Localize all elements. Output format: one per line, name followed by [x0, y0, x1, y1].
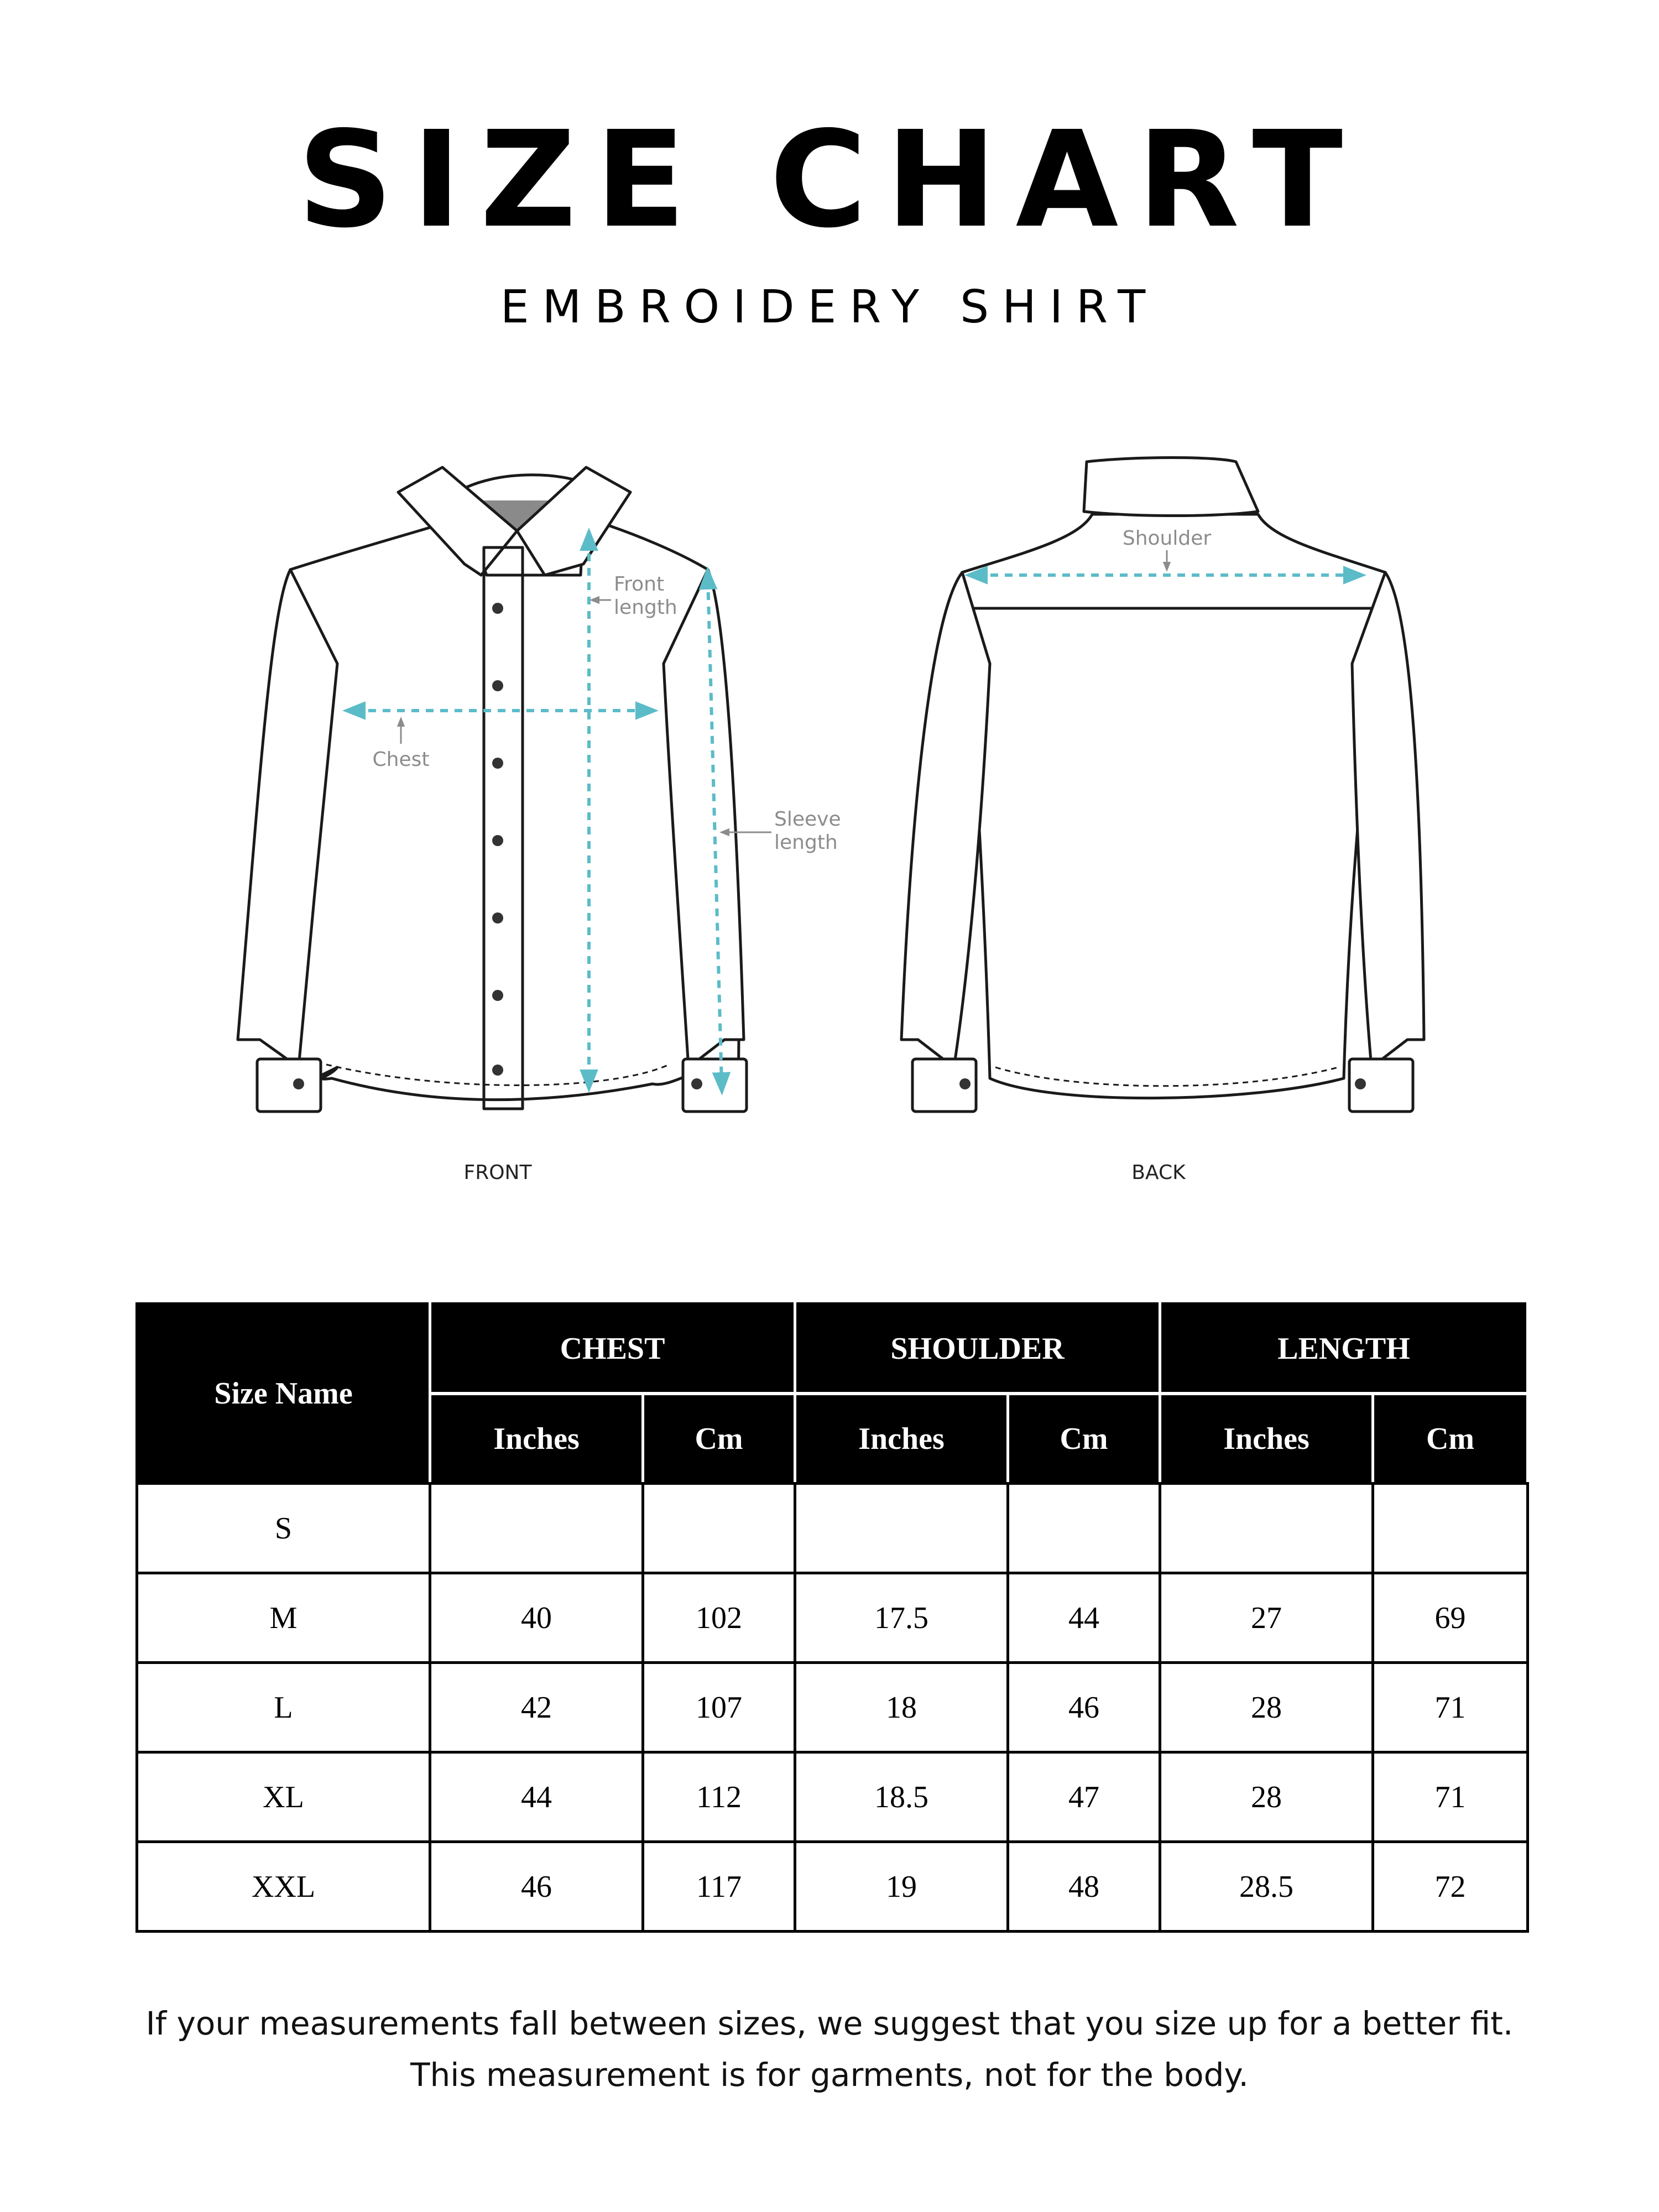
- value-cell: 46: [1008, 1663, 1160, 1752]
- size-table: [135, 1302, 1529, 1933]
- table-row: [137, 1663, 1528, 1752]
- garment-note: This measurement is for garments, not for the body.: [410, 2056, 1249, 2094]
- size-cell: XXL: [137, 1842, 430, 1932]
- size-cell: XL: [137, 1752, 430, 1842]
- value-cell: 18: [795, 1663, 1008, 1752]
- back-left-sleeve: [901, 572, 990, 1067]
- value-cell: 107: [643, 1663, 795, 1752]
- value-cell: [430, 1484, 643, 1573]
- back-collar: [1084, 458, 1258, 516]
- value-cell: 117: [643, 1842, 795, 1932]
- front-shirt-drawing: [238, 467, 747, 1112]
- front-view-label: FRONT: [463, 1161, 532, 1184]
- size-cell: M: [137, 1573, 430, 1663]
- unit-header: Inches: [795, 1394, 1008, 1484]
- value-cell: 28: [1160, 1663, 1373, 1752]
- value-cell: 72: [1373, 1842, 1528, 1932]
- unit-header: Inches: [1160, 1394, 1373, 1484]
- size-name-header: Size Name: [137, 1304, 430, 1484]
- value-cell: 71: [1373, 1663, 1528, 1752]
- value-cell: 27: [1160, 1573, 1373, 1663]
- value-cell: 18.5: [795, 1752, 1008, 1842]
- value-cell: 28: [1160, 1752, 1373, 1842]
- value-cell: 69: [1373, 1573, 1528, 1663]
- value-cell: 112: [643, 1752, 795, 1842]
- unit-header: Cm: [643, 1394, 795, 1484]
- back-right-sleeve: [1352, 572, 1424, 1067]
- front-length-label-2: length: [614, 596, 677, 619]
- value-cell: 40: [430, 1573, 643, 1663]
- unit-header: Cm: [1008, 1394, 1160, 1484]
- shoulder-header: SHOULDER: [795, 1304, 1160, 1394]
- table-row: [137, 1484, 1528, 1573]
- table-row: [137, 1752, 1528, 1842]
- sleeve-length-label-1: Sleeve: [774, 808, 841, 831]
- value-cell: [643, 1484, 795, 1573]
- value-cell: 71: [1373, 1752, 1528, 1842]
- front-length-label-1: Front: [614, 573, 665, 596]
- table-row: [137, 1842, 1528, 1932]
- back-view-label: BACK: [1131, 1161, 1186, 1184]
- value-cell: 44: [430, 1752, 643, 1842]
- size-cell: L: [137, 1663, 430, 1752]
- table-row: [137, 1573, 1528, 1663]
- value-cell: 42: [430, 1663, 643, 1752]
- shirt-illustration: [0, 431, 1659, 1217]
- front-left-cuff: [257, 1059, 321, 1112]
- back-shirt-drawing: [901, 458, 1424, 1112]
- value-cell: [1373, 1484, 1528, 1573]
- shoulder-label: Shoulder: [1122, 527, 1212, 550]
- chest-header: CHEST: [430, 1304, 795, 1394]
- back-body: [962, 514, 1385, 1098]
- unit-header: Cm: [1373, 1394, 1528, 1484]
- value-cell: 17.5: [795, 1573, 1008, 1663]
- product-subtitle: EMBROIDERY SHIRT: [500, 281, 1159, 333]
- value-cell: [1160, 1484, 1373, 1573]
- value-cell: 19: [795, 1842, 1008, 1932]
- value-cell: 46: [430, 1842, 643, 1932]
- value-cell: 44: [1008, 1573, 1160, 1663]
- fit-note: If your measurements fall between sizes, we suggest that you size up for a better fit.: [145, 2005, 1514, 2042]
- value-cell: 102: [643, 1573, 795, 1663]
- chest-label: Chest: [372, 748, 430, 771]
- page-title: SIZE CHART: [297, 102, 1362, 257]
- value-cell: 48: [1008, 1842, 1160, 1932]
- unit-header: Inches: [430, 1394, 643, 1484]
- value-cell: 47: [1008, 1752, 1160, 1842]
- value-cell: 28.5: [1160, 1842, 1373, 1932]
- sleeve-length-label-2: length: [774, 831, 838, 854]
- value-cell: [795, 1484, 1008, 1573]
- length-header: LENGTH: [1160, 1304, 1528, 1394]
- size-cell: S: [137, 1484, 430, 1573]
- value-cell: [1008, 1484, 1160, 1573]
